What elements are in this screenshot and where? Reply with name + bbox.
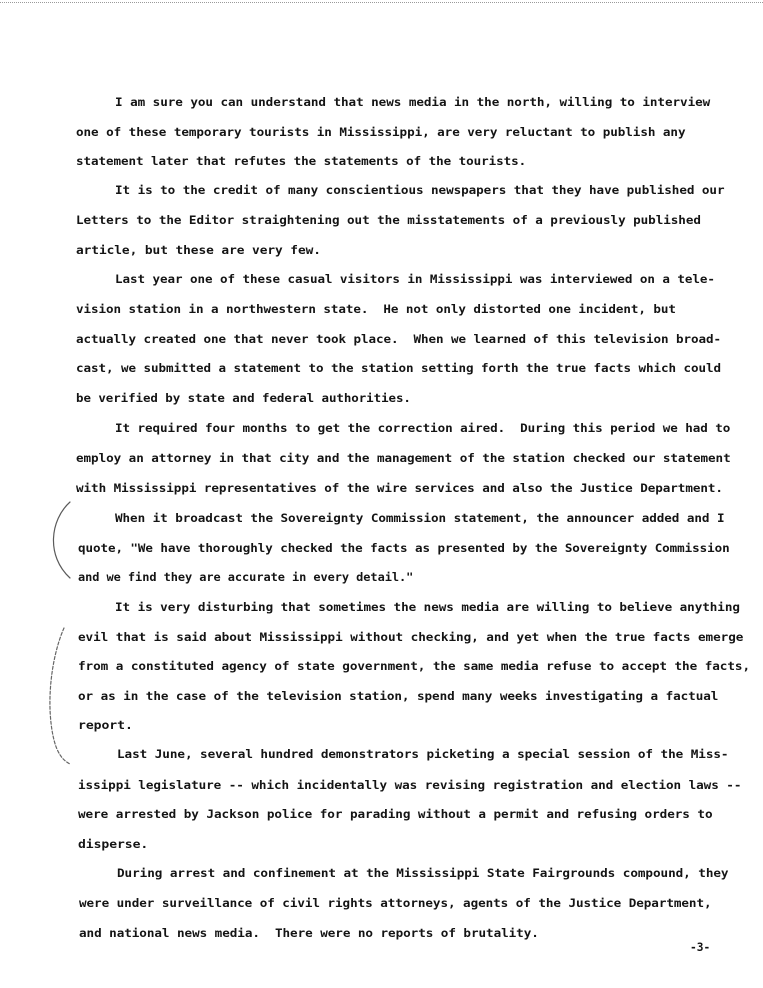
text-line: from a constituted agency of state government, the same media refuse to accept the facts, <box>78 660 751 673</box>
margin-bracket-upper <box>53 502 70 578</box>
text-line: issippi legislature -- which incidentally was revising registration and election laws -- <box>78 779 742 792</box>
text-line: were under surveillance of civil rights attorneys, agents of the Justice Department, <box>79 897 712 910</box>
text-line: It required four months to get the correction aired. During this period we had to <box>115 422 731 435</box>
text-line: report. <box>78 719 133 732</box>
text-line: cast, we submitted a statement to the station setting forth the true facts which could <box>76 362 721 375</box>
text-line: were arrested by Jackson police for parading without a permit and refusing orders to <box>78 808 713 821</box>
text-line: evil that is said about Mississippi without checking, and yet when the true facts emerge <box>78 631 744 644</box>
text-line: and we find they are accurate in every detail." <box>78 571 414 584</box>
text-line: or as in the case of the television station, spend many weeks investigating a factual <box>78 690 719 703</box>
text-line: one of these temporary tourists in Mississippi, are very reluctant to publish any <box>76 126 686 139</box>
text-line: It is very disturbing that sometimes the news media are willing to believe anything <box>115 601 740 614</box>
margin-bracket-lower <box>50 628 70 764</box>
text-line: disperse. <box>78 838 149 851</box>
text-line: and national news media. There were no reports of brutality. <box>79 927 539 940</box>
text-line: quote, "We have thoroughly checked the facts as presented by the Sovereignty Commission <box>78 542 730 555</box>
text-line: It is to the credit of many conscientious newspapers that they have published our <box>115 184 725 197</box>
text-line: Last June, several hundred demonstrators picketing a special session of the Miss- <box>117 748 729 761</box>
text-line: vision station in a northwestern state. He not only distorted one incident, but <box>76 303 676 316</box>
text-line: During arrest and confinement at the Mississippi State Fairgrounds compound, they <box>117 867 729 880</box>
text-line: When it broadcast the Sovereignty Commission statement, the announcer added and I <box>115 512 725 525</box>
page-number: -3- <box>690 941 711 954</box>
top-dotted-rule <box>0 2 763 3</box>
text-line: Letters to the Editor straightening out the misstatements of a previously published <box>76 214 701 227</box>
text-line: article, but these are very few. <box>76 244 321 257</box>
text-line: Last year one of these casual visitors in Mississippi was interviewed on a tele- <box>115 273 715 286</box>
text-line: statement later that refutes the statements of the tourists. <box>76 155 527 168</box>
text-line: I am sure you can understand that news media in the north, willing to interview <box>115 96 711 109</box>
text-line: employ an attorney in that city and the management of the station checked our statement <box>76 452 731 465</box>
text-line: with Mississippi representatives of the wire services and also the Justice Department. <box>76 482 723 495</box>
text-line: actually created one that never took place. When we learned of this television broad- <box>76 333 721 346</box>
text-line: be verified by state and federal authorities. <box>76 392 411 405</box>
